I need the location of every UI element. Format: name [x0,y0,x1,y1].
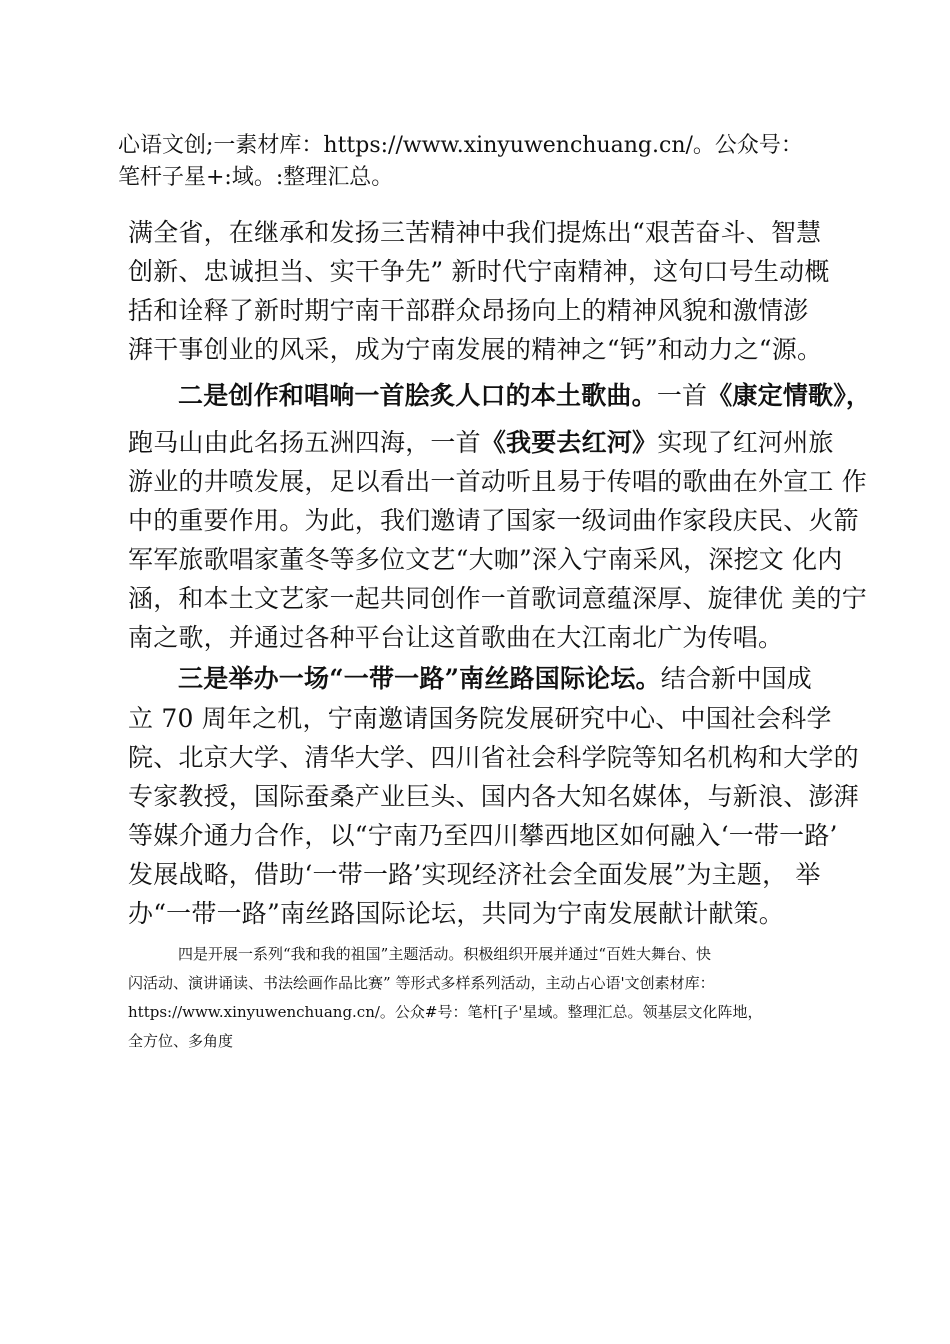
header-line-2: 笔杆子星+:域。:整理汇总。 [118,165,394,190]
para2-line-1-comma: ， [845,381,872,410]
para3-heading: 三是举办一场“一带一路”南丝路国际论坛。 [178,664,661,693]
header-line-1: 心语文创;一素材库：https://www.xinyuwenchuang.cn/。公众号： [118,133,803,158]
para2-line-1 [178,376,871,412]
para4-line-4: 全方位、多角度 [128,1032,234,1050]
para2-line-1-text: 一首 [656,381,708,410]
para3-line-3: 院、北京大学、清华大学、四川省社会科学院等知名机构和大学的 [128,743,859,772]
para1-line-3: 括和诠释了新时期宁南干部群众昂扬向上的精神风貌和激情澎 [128,296,809,325]
para2-line-2 [128,423,834,459]
para3-line-2: 立 70 周年之机，宁南邀请国务院发展研究中心、中国社会科学 [128,704,832,733]
song-title-honghe: 《我要去红河》 [480,428,658,457]
para3-line-5: 等媒介通力合作，以“宁南乃至四川攀西地区如何融入‘一带一路’ [128,821,838,850]
para3-line-7: 办“一带一路”南丝路国际论坛，共同为宁南发展献计献策。 [128,899,784,928]
para2-line-5: 军军旅歌唱家董冬等多位文艺“大咖”深入宁南采风，深挖文 化内 [128,545,843,574]
para1-line-1: 满全省，在继承和发扬三苦精神中我们提炼出“艰苦奋斗、智慧 [128,218,822,247]
para2-line-2-text-b: 实现了红河州旅 [657,428,834,457]
para1-line-2: 创新、忠诚担当、实干争先” 新时代宁南精神，这句口号生动概 [128,257,830,286]
para3-line-1 [178,659,812,695]
para2-line-3: 游业的井喷发展，足以看出一首动听且易于传唱的歌曲在外宣工 作 [128,467,867,496]
para4-line-1: 四是开展一系列“我和我的祖国”主题活动。积极组织开展并通过“百姓大舞台、快 [178,945,712,963]
para2-line-4: 中的重要作用。为此，我们邀请了国家一级词曲作家段庆民、火箭 [128,506,859,535]
para3-line-1-text: 结合新中国成 [660,664,812,693]
para4-line-2: 闪活动、演讲诵读、书法绘画作品比赛” 等形式多样系列活动，主动占心语'文创素材库： [128,974,715,992]
para2-line-2-text-a: 跑马山由此名扬五洲四海，一首 [128,428,481,457]
para2-line-7: 南之歌，并通过各种平台让这首歌曲在大江南北广为传唱。 [128,623,784,652]
song-title-kangding: 《康定情歌》 [707,381,846,410]
para2-heading: 二是创作和唱响一首脍炙人口的本土歌曲。 [178,381,657,410]
para2-line-6: 涵，和本土文艺家一起共同创作一首歌词意蕴深厚、旋律优 美的宁 [128,584,867,613]
para3-line-6: 发展战略，借助‘一带一路’实现经济社会全面发展”为主题， 举 [128,860,821,889]
para3-line-4: 专家教授，国际蚕桑产业巨头、国内各大知名媒体，与新浪、澎湃 [128,782,859,811]
para4-line-3: https://www.xinyuwenchuang.cn/。公众#号：笔杆[子'星域。整理汇总。领基层文化阵地， [128,1003,763,1021]
para1-line-4: 湃干事创业的风采，成为宁南发展的精神之“钙”和动力之“源。 [128,335,823,364]
